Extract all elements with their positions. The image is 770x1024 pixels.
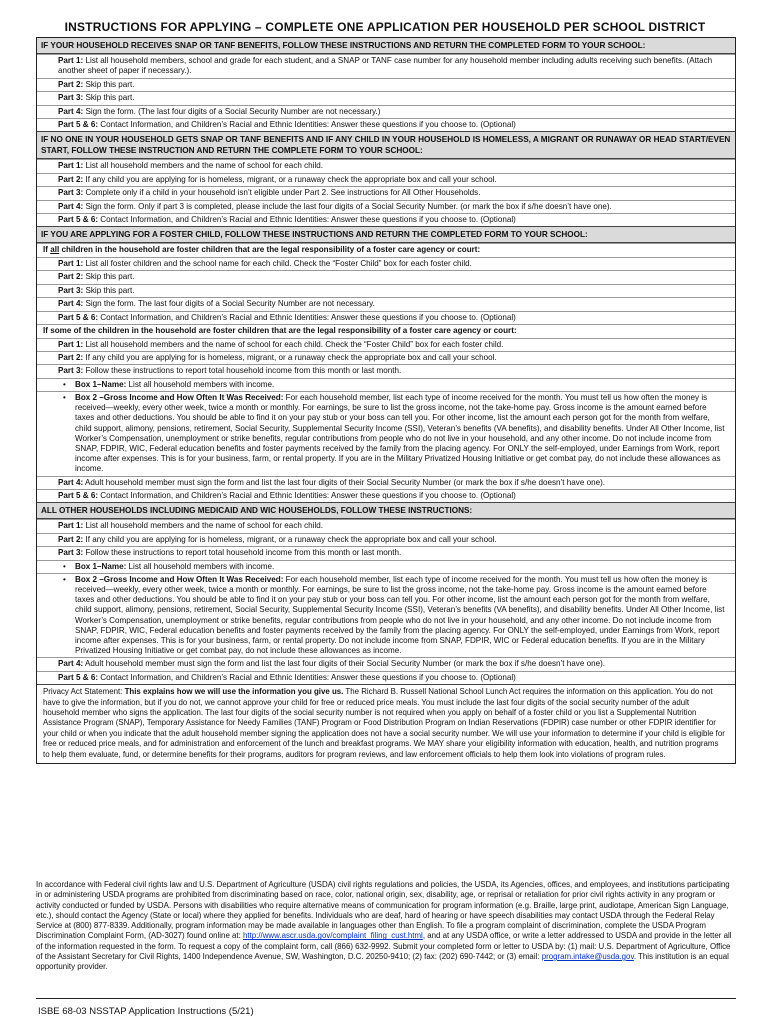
privacy-act-statement: Privacy Act Statement: This explains how we will use the information you give us. The Richard B. Russell National School Lunch Act requires the information on this application. You do not have to give the information, but if you do not, we cannot approve your child for free or reduced price meals. You must include the last four digits of the social security number of the adult household member who signs the application. The last four digits of the social security number is not required when you apply on behalf of a foster child or you list a Supplemental Nutrition Assistance Program (SNAP), Temporary Assistance for Needy Families (TANF) Program or Food Distribution Program on Indian Reservations (FDPIR) case number or other FDPIR identifier for your child or when you indicate that the adult household member signing the application does not have a social security number. We will use your information to determine if your child is eligible for free or reduced price meals, and for administration and enforcement of the lunch and breakfast programs. We MAY share your eligibility information with education, health, and nutrition programs to help them evaluate, fund, or determine benefits for their programs, auditors for program reviews, and law enforcement officials to help them look into violations of program rules.: [37, 684, 735, 763]
snap-part-4: Part 4: Sign the form. (The last four digits of a Social Security Number are not necessary.): [37, 105, 735, 118]
foster-some-subheading: If some of the children in the household are foster children that are the legal responsibility of a foster care agency or court:: [37, 324, 735, 338]
other-part-4: Part 4: Adult household member must sign the form and list the last four digits of their Social Security Number (or mark the box if s/he doesn’t have one).: [37, 657, 735, 670]
bullet-icon: •: [63, 392, 66, 402]
foster-all-part-1: Part 1: List all foster children and the school name for each child. Check the “Foster Child” box for each foster child.: [37, 257, 735, 270]
foster-all-part-2: Part 2: Skip this part.: [37, 270, 735, 283]
complaint-form-link[interactable]: http://www.ascr.usda.gov/complaint_filing_cust.html: [243, 931, 423, 941]
section-heading-foster-child: IF YOU ARE APPLYING FOR A FOSTER CHILD, FOLLOW THESE INSTRUCTIONS AND RETURN THE COMPLETED FORM TO YOUR SCHOOL:: [37, 226, 735, 243]
section-heading-all-other: ALL OTHER HOUSEHOLDS INCLUDING MEDICAID AND WIC HOUSEHOLDS, FOLLOW THESE INSTRUCTIONS:: [37, 502, 735, 519]
foster-all-part-5-6: Part 5 & 6: Contact Information, and Children’s Racial and Ethnic Identities: Answer these questions if you choose to. (Optional): [37, 311, 735, 324]
foster-some-part-1: Part 1: List all household members and the name of school for each child. Check the “Foster Child” box for each foster child.: [37, 338, 735, 351]
other-part-5-6: Part 5 & 6: Contact Information, and Children’s Racial and Ethnic Identities: Answer these questions if you choose to. (Optional): [37, 671, 735, 684]
homeless-part-2: Part 2: If any child you are applying for is homeless, migrant, or a runaway check the appropriate box and call your school.: [37, 173, 735, 186]
page-title: INSTRUCTIONS FOR APPLYING – COMPLETE ONE APPLICATION PER HOUSEHOLD PER SCHOOL DISTRICT: [64, 20, 706, 34]
foster-some-part-3: Part 3: Follow these instructions to report total household income from this month or last month.: [37, 364, 735, 377]
snap-part-5-6: Part 5 & 6: Contact Information, and Children’s Racial and Ethnic Identities: Answer these questions if you choose to. (Optional): [37, 118, 735, 131]
other-part-3: Part 3: Follow these instructions to report total household income from this month or last month.: [37, 546, 735, 559]
homeless-part-4: Part 4: Sign the form. Only if part 3 is completed, please include the last four digits of a Social Security Number. (or mark the box if s/he doesn’t have one).: [37, 200, 735, 213]
foster-some-part-4: Part 4: Adult household member must sign the form and list the last four digits of their Social Security Number (or mark the box if s/he doesn’t have one).: [37, 476, 735, 489]
homeless-part-3: Part 3: Complete only if a child in your household isn’t eligible under Part 2. See instructions for All Other Households.: [37, 186, 735, 199]
bullet-icon: •: [63, 379, 66, 389]
homeless-part-5-6: Part 5 & 6: Contact Information, and Children’s Racial and Ethnic Identities: Answer these questions if you choose to. (Optional): [37, 213, 735, 226]
section-heading-snap-tanf: IF YOUR HOUSEHOLD RECEIVES SNAP OR TANF BENEFITS, FOLLOW THESE INSTRUCTIONS AND RETURN THE COMPLETED FORM TO YOUR SCHOOL:: [37, 38, 735, 54]
foster-all-part-4: Part 4: Sign the form. The last four digits of a Social Security Number are not necessary.: [37, 297, 735, 310]
foster-some-part-2: Part 2: If any child you are applying for is homeless, migrant, or a runaway check the appropriate box and call your school.: [37, 351, 735, 364]
section-heading-homeless-migrant: IF NO ONE IN YOUR HOUSEHOLD GETS SNAP OR TANF BENEFITS AND IF ANY CHILD IN YOUR HOUSEHOLD IS HOMELESS, A MIGRANT OR RUNAWAY OR HEAD START/EVEN START, FOLLOW THESE INSTRUCTION AND RETURN THE COMPLETE FORM TO YOUR SCHOOL:: [37, 131, 735, 159]
usda-email-link[interactable]: program.intake@usda.gov: [541, 952, 634, 962]
foster-all-part-3: Part 3: Skip this part.: [37, 284, 735, 297]
other-box-1-item: • Box 1–Name: List all household members with income.: [37, 560, 735, 573]
foster-all-subheading: If all children in the household are foster children that are the legal responsibility of a foster care agency or court:: [37, 243, 735, 257]
snap-part-3: Part 3: Skip this part.: [37, 91, 735, 104]
snap-part-2: Part 2: Skip this part.: [37, 78, 735, 91]
homeless-part-1: Part 1: List all household members and the name of school for each child.: [37, 159, 735, 172]
other-part-2: Part 2: If any child you are applying for is homeless, migrant, or a runaway check the appropriate box and call your school.: [37, 533, 735, 546]
bullet-icon: •: [63, 574, 66, 584]
instructions-table: [36, 37, 736, 764]
other-box-2-item: • Box 2 –Gross Income and How Often It Was Received: For each household member, list each type of income received for the month. You must tell us how often the money is received—weekly, every other week, twice a month or monthly. For earnings, be sure to list the gross income, not the take-home pay. Gross income is the amount earned before taxes and other deductions. You should be able to find it on your pay stub or your boss can tell you. For other income, list the amount each person got for the month from welfare, child support, alimony, pensions, retirement, Social Security, Supplemental Security Income (SSI), Veteran’s benefits (VA benefits), and disability benefits. Under All Other Income, list Worker’s Compensation, unemployment or strike benefits, regular contributions from people who do not live in your household, and any other income. Do not include income from SNAP, FDPIR, WIC, Federal education benefits and foster payments received by the family from the placing agency. For ONLY the self-employed, under Earnings from Work, report income after expenses. This is for your business, farm, or rental property. Do not include income from SNAP, FDPIR, WIC or Federal education benefits. If you are in the Military Privatized Housing Initiative or get combat pay, do not include these allowances as income.: [37, 573, 735, 658]
form-footer: ISBE 68-03 NSSTAP Application Instructions (5/21): [38, 1006, 254, 1017]
bullet-icon: •: [63, 561, 66, 571]
snap-part-1: Part 1: List all household members, school and grade for each student, and a SNAP or TANF case number for any household member including adults receiving such benefits. (Attach another sheet of paper if necessary.).: [37, 54, 735, 78]
other-part-1: Part 1: List all household members and the name of school for each child.: [37, 519, 735, 532]
foster-box-1-item: • Box 1–Name: List all household members with income.: [37, 378, 735, 391]
civil-rights-statement: In accordance with Federal civil rights law and U.S. Department of Agriculture (USDA) civil rights regulations and policies, the USDA, its Agencies, offices, and employees, and institutions participating in or administering USDA programs are prohibited from discriminating based on race, color, national origin, sex, disability, age, or reprisal or retaliation for prior civil rights activity in any program or activity conducted or funded by USDA. Persons with disabilities who require alternative means of communication for program information (e.g. Braille, large print, audiotape, American Sign Language, etc.), should contact the Agency (State or local) where they applied for benefits. Individuals who are deaf, hard of hearing or have speech disabilities may contact USDA through the Federal Relay Service at (800) 877-8339. Additionally, program information may be made available in languages other than English. To file a program complaint of discrimination, complete the USDA Program Discrimination Complaint Form, (AD-3027) found online at: http://www.ascr.usda.gov/complaint_filing_cust.html, and at any USDA office, or write a letter addressed to USDA and provide in the letter all of the information requested in the form. To request a copy of the complaint form, call (866) 632-9992. Submit your completed form or letter to USDA by: (1) mail: U.S. Department of Agriculture, Office of the Assistant Secretary for Civil Rights, 1400 Independence Avenue, SW, Washington, D.C. 20250-9410; (2) fax: (202) 690-7442; or (3) email: program.intake@usda.gov. This institution is an equal opportunity provider.: [36, 880, 732, 972]
footer-divider: [36, 998, 736, 999]
foster-box-2-item: • Box 2 –Gross Income and How Often It Was Received: For each household member, list each type of income received for the month. You must tell us how often the money is received—weekly, every other week, twice a month or monthly. For earnings, be sure to list the gross income, not the take-home pay. Gross income is the amount earned before taxes and other deductions. You should be able to find it on your pay stub or your boss can tell you. For other income, list the amount each person got for the month from welfare, child support, alimony, pensions, retirement, Social Security, Supplemental Security Income (SSI), Veteran’s benefits (VA benefits), and disability benefits. Under All Other Income, list Worker’s Compensation, unemployment or strike benefits, regular contributions from people who do not live in your household, and any other income. Do not include income from SNAP, FDPIR, WIC, Federal education benefits and foster payments received by the family from the placing agency. For ONLY the self-employed, under Earnings from Work, report income after expenses. This is for your business, farm, or rental property. If you are in the Military Privatized Housing Initiative or get combat pay, do not include these allowances as income.: [37, 391, 735, 476]
foster-some-part-5-6: Part 5 & 6: Contact Information, and Children’s Racial and Ethnic Identities: Answer these questions if you choose to. (Optional): [37, 489, 735, 502]
